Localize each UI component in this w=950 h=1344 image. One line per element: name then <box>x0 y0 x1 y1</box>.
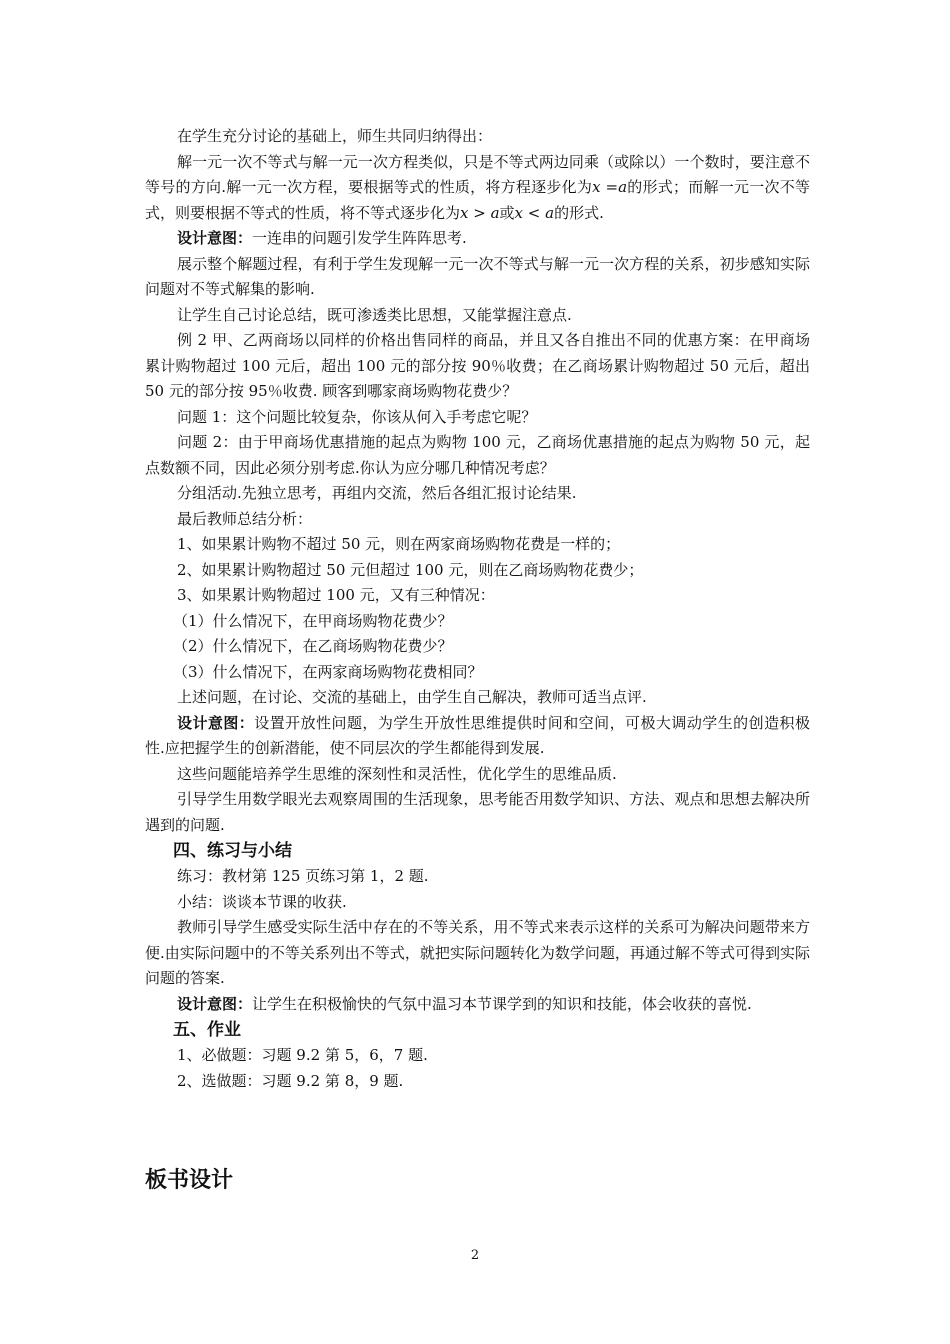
paragraph: 上述问题，在讨论、交流的基础上，由学生自己解决，教师可适当点评. <box>177 688 647 706</box>
section-heading-homework: 五、作业 <box>173 1020 241 1040</box>
paragraph: 分组活动.先独立思考，再组内交流，然后各组汇报讨论结果. <box>177 484 577 502</box>
text-run: 或 <box>499 203 515 222</box>
design-intent-label: 设计意图： <box>177 994 253 1013</box>
design-intent-text: 让学生在积极愉快的气氛中温习本节课学到的知识和技能，体会收获的喜悦. <box>252 994 752 1013</box>
list-item: 2、选做题：习题 9.2 第 8，9 题. <box>177 1071 404 1090</box>
question-paragraph: 问题 2：由于甲商场优惠措施的起点为购物 100 元，乙商场优惠措施的起点为购物 50 元，起点数额不同，因此必须分别考虑.你认为应分哪几种情况考虑？ <box>145 433 810 477</box>
design-intent-label: 设计意图： <box>177 713 255 732</box>
list-item: 3、如果累计购物超过 100 元，又有三种情况： <box>177 586 495 604</box>
paragraph: 这些问题能培养学生思维的深刻性和灵活性，优化学生的思维品质. <box>177 764 617 783</box>
design-intent-text: 设置开放性问题，为学生开放性思维提供时间和空间，可极大调动学生的创造积极性.应把握学生的创新潜能，使不同层次的学生都能得到发展. <box>145 713 810 757</box>
example-paragraph: 例 2 甲、乙两商场以同样的价格出售同样的商品，并且又各自推出不同的优惠方案：在甲商场累计购物超过 100 元后，超出 100 元的部分按 90％收费；在乙商场累计购物超过 50 元后，超出 50 元的部分按 95％收费. 顾客到哪家商场购物花费少？ <box>145 331 810 400</box>
paragraph: 让学生自己讨论总结，既可渗透类比思想，又能掌握注意点. <box>177 305 572 324</box>
list-item: 2、如果累计购物超过 50 元但超过 100 元，则在乙商场购物花费少； <box>177 560 644 579</box>
paragraph: 练习：教材第 125 页练习第 1，2 题. <box>177 867 429 885</box>
design-intent-label: 设计意图： <box>177 229 253 247</box>
text-run: 解一元一次不等式与解一元一次方程类似，只是不等式两边同乘（或除以）一个数时，要注意不等号的方向.解一元一次方程，要根据等式的性质，将方程逐步化为 <box>145 152 810 196</box>
design-intent <box>145 226 810 252</box>
paragraph-summary <box>145 150 810 227</box>
design-intent <box>145 992 810 1018</box>
paragraph: 在学生充分讨论的基础上，师生共同归纳得出： <box>177 127 493 145</box>
math-expression: x < a <box>514 203 555 222</box>
list-item: 1、必做题：习题 9.2 第 5，6，7 题. <box>177 1046 428 1064</box>
sub-list-item: （2）什么情况下，在乙商场购物花费少？ <box>173 637 453 655</box>
paragraph: 展示整个解题过程，有利于学生发现解一元一次不等式与解一元一次方程的关系，初步感知实际问题对不等式解集的影响. <box>145 254 810 298</box>
question-paragraph: 问题 1：这个问题比较复杂，你该从何入手考虑它呢？ <box>177 407 537 426</box>
paragraph: 最后教师总结分析： <box>177 509 313 528</box>
paragraph: 小结：谈谈本节课的收获. <box>177 892 347 911</box>
design-intent <box>145 711 810 762</box>
math-expression: x > a <box>460 203 500 222</box>
paragraph: 教师引导学生感受实际生活中存在的不等关系，用不等式来表示这样的关系可为解决问题带来方便.由实际问题中的不等关系列出不等式，就把实际问题转化为数学问题，再通过解不等式可得到实际问题的答案. <box>145 918 810 987</box>
page-number: 2 <box>470 1248 480 1263</box>
text-run: 的形式. <box>554 203 604 222</box>
sub-list-item: （3）什么情况下，在两家商场购物花费相同？ <box>173 662 483 681</box>
design-intent-text: 一连串的问题引发学生阵阵思考. <box>252 229 467 247</box>
list-item: 1、如果累计购物不超过 50 元，则在两家商场购物花费是一样的； <box>177 535 621 553</box>
board-design-heading: 板书设计 <box>145 1168 234 1193</box>
document-body <box>145 124 810 1094</box>
paragraph: 引导学生用数学眼光去观察周围的生活现象，思考能否用数学知识、方法、观点和思想去解决所遇到的问题. <box>145 790 810 834</box>
math-expression: x =a <box>592 178 628 196</box>
section-heading-practice-summary: 四、练习与小结 <box>173 841 292 861</box>
text-run: 的形式；而解一元一次不等式，则要根据不等式的性质，将不等式逐步化为 <box>145 178 810 222</box>
sub-list-item: （1）什么情况下，在甲商场购物花费少？ <box>173 611 453 630</box>
